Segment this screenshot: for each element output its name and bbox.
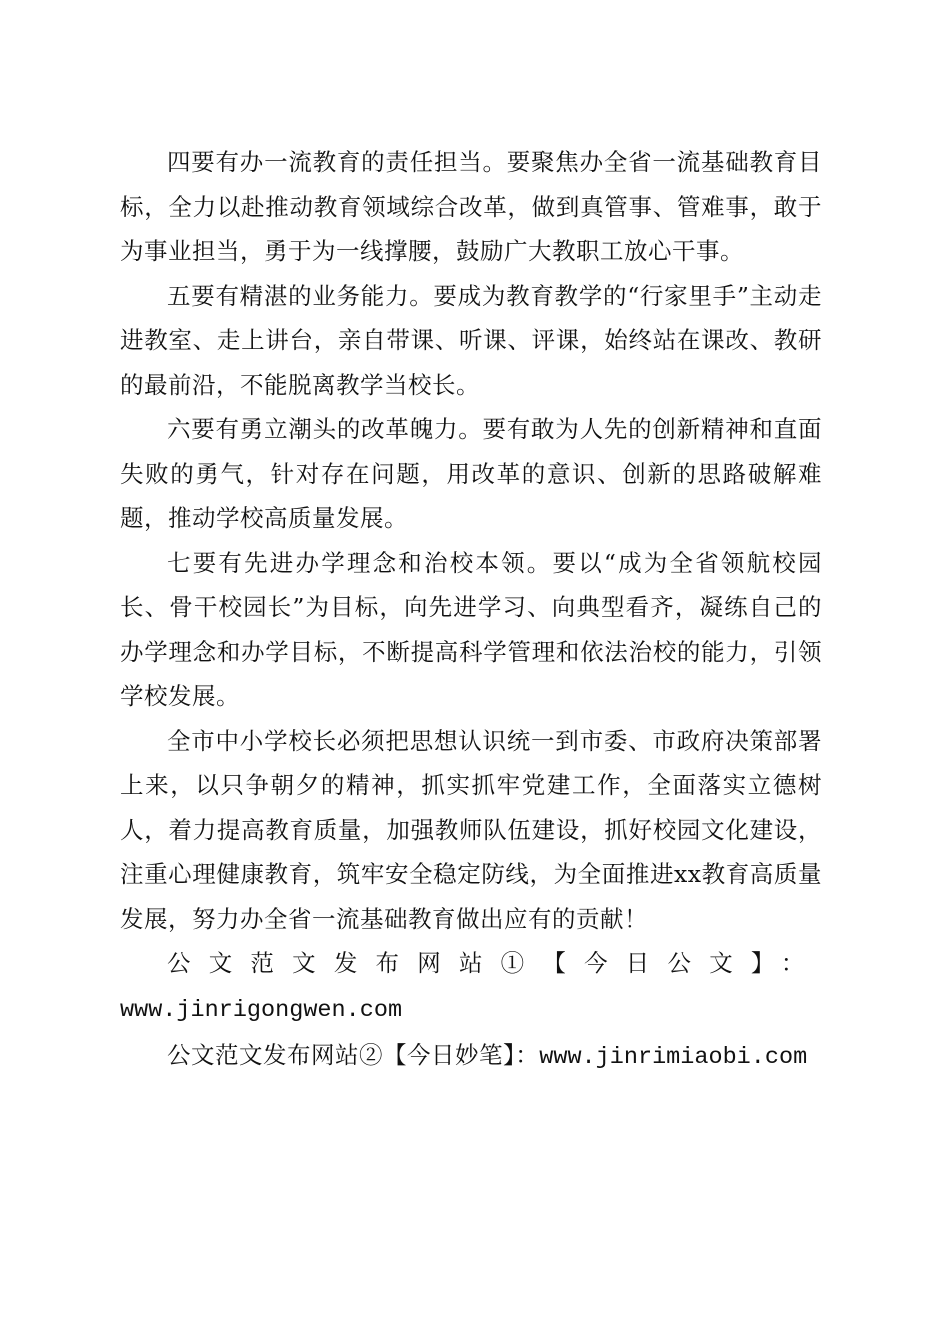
paragraph-conclusion: 全市中小学校长必须把思想认识统一到市委、市政府决策部署上来，以只争朝夕的精神，抓实抓牢党建工作，全面落实立德树人，着力提高教育质量，加强教师队伍建设，抓好校园文化建设，注重心理健康教育，筑牢安全稳定防线，为全面推进xx教育高质量发展，努力办全省一流基础教育做出应有的贡献！ — [120, 726, 822, 933]
paragraph-five-requirement: 五要有精湛的业务能力。要成为教育教学的“行家里手”主动走进教室、走上讲台，亲自带课、听课、评课，始终站在课改、教研的最前沿，不能脱离教学当校长。 — [120, 281, 822, 399]
document-page — [120, 140, 822, 1081]
footer-link-line-2 — [120, 1033, 822, 1081]
footer-link-line-1 — [120, 941, 822, 1033]
footer-link-label-2: 公文范文发布网站②【今日妙笔】： — [167, 1041, 540, 1069]
paragraph-four-requirement: 四要有办一流教育的责任担当。要聚焦办全省一流基础教育目标，全力以赴推动教育领域综合改革，做到真管事、管难事，敢于为事业担当，勇于为一线撑腰，鼓励广大教职工放心干事。 — [120, 148, 822, 265]
footer-link-url-1[interactable]: www.jinrigongwen.com — [120, 996, 403, 1024]
paragraph-seven-requirement: 七要有先进办学理念和治校本领。要以“成为全省领航校园长、骨干校园长”为目标，向先进学习、向典型看齐，凝练自己的办学理念和办学目标，不断提高科学管理和依法治校的能力，引领学校发展。 — [120, 548, 822, 710]
footer-link-label-1: 公文范文发布网站①【今日公文】： — [167, 949, 822, 977]
paragraph-six-requirement: 六要有勇立潮头的改革魄力。要有敢为人先的创新精神和直面失败的勇气，针对存在问题，用改革的意识、创新的思路破解难题，推动学校高质量发展。 — [120, 415, 822, 532]
footer-link-url-2[interactable]: www.jinrimiaobi.com — [539, 1044, 808, 1071]
